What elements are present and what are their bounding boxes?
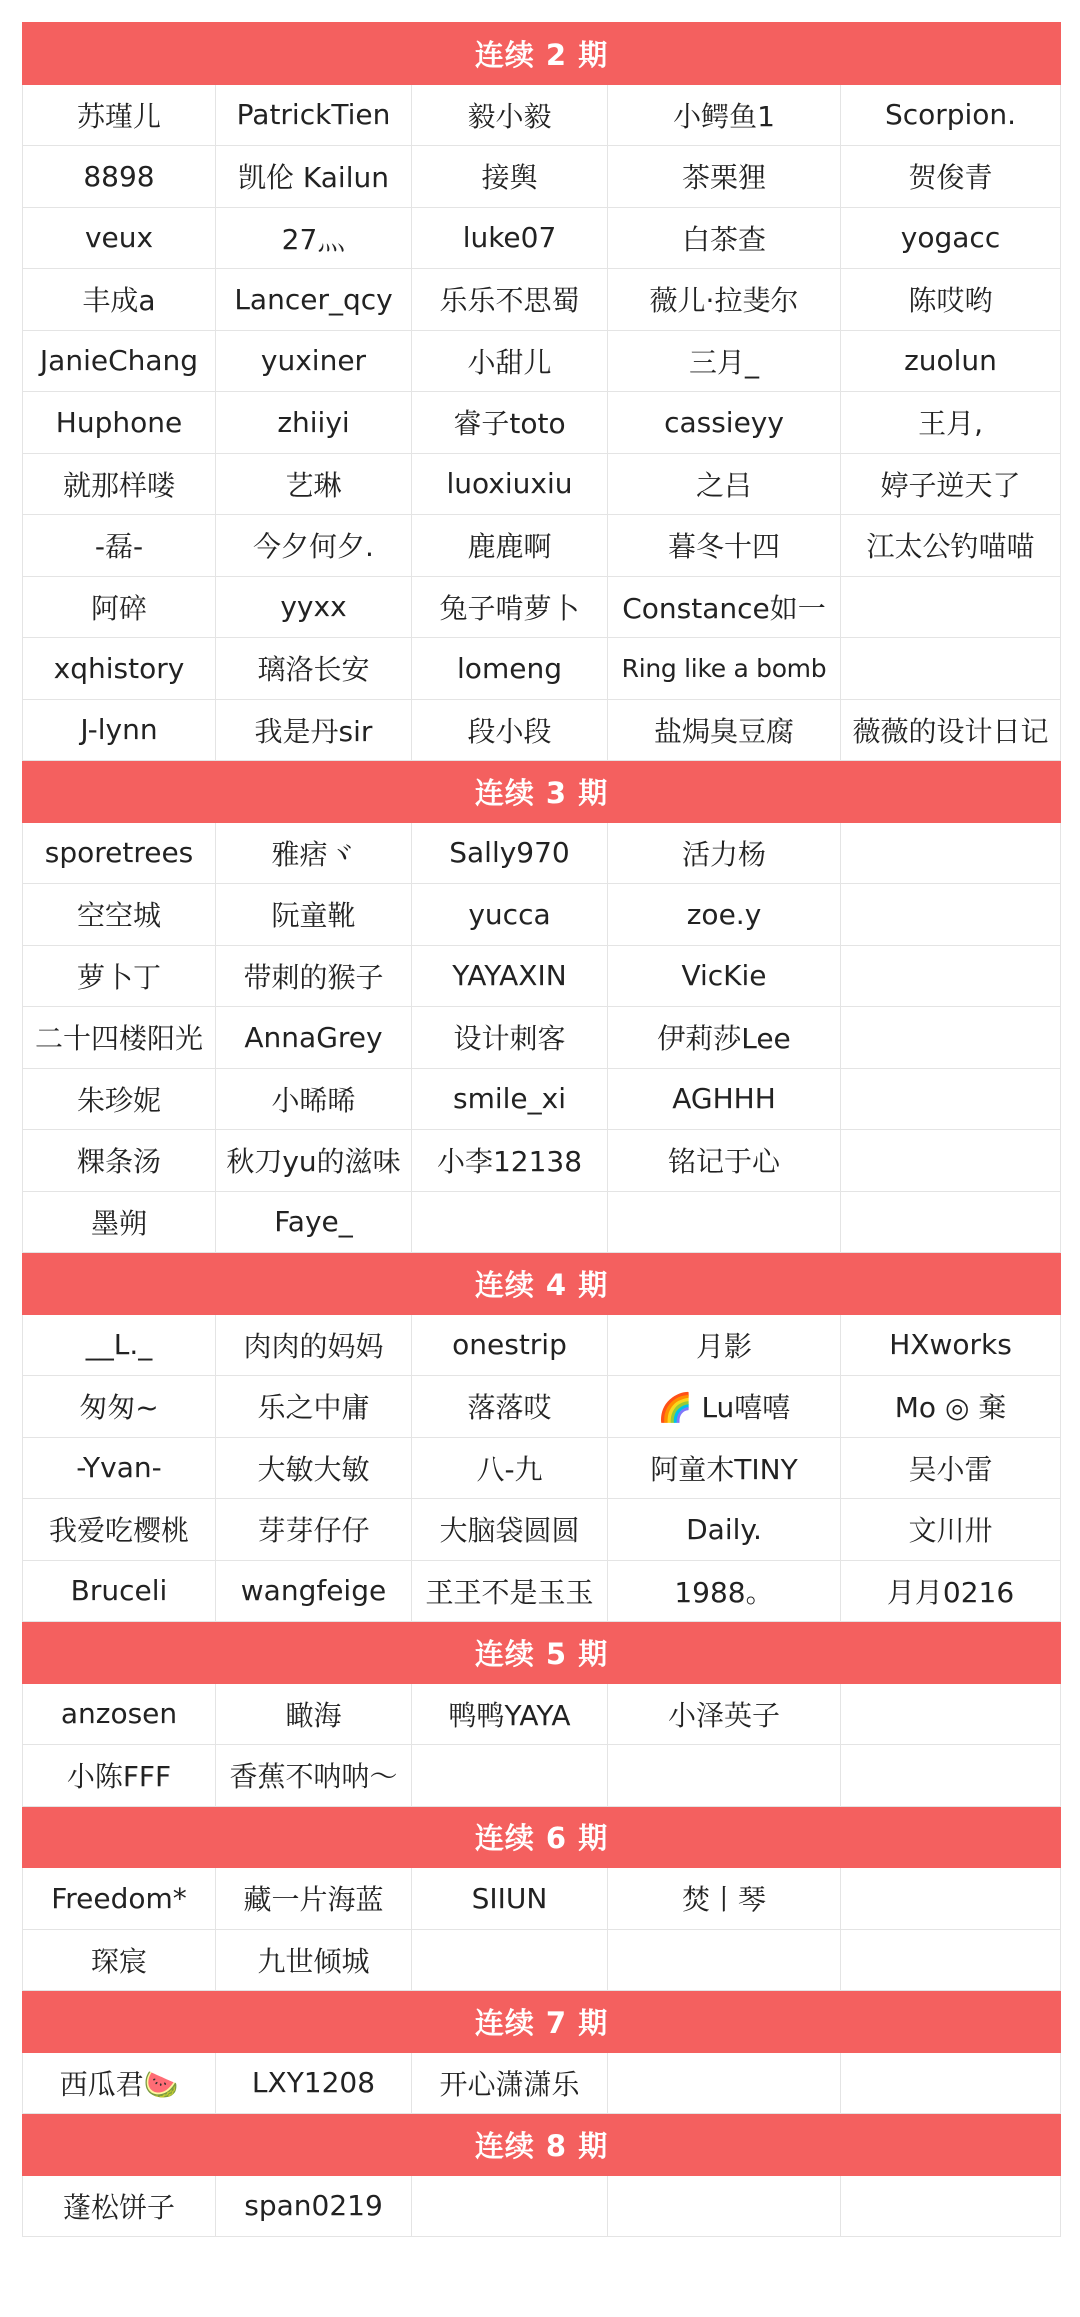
empty-cell — [841, 1191, 1061, 1253]
member-name-cell: 鸭鸭YAYA — [412, 1683, 608, 1745]
member-name-cell: 今夕何夕. — [216, 515, 412, 577]
empty-cell — [841, 884, 1061, 946]
member-row — [23, 576, 1061, 638]
member-name-cell: 匆匆~ — [23, 1376, 216, 1438]
member-name-cell: -Yvan- — [23, 1437, 216, 1499]
member-name-cell: VicKie — [608, 945, 841, 1007]
member-name-cell: 睿子toto — [412, 392, 608, 454]
empty-cell — [412, 1929, 608, 1991]
empty-cell — [841, 2052, 1061, 2114]
member-name-cell: 小甜儿 — [412, 330, 608, 392]
member-name-cell: 就那样喽 — [23, 453, 216, 515]
member-name-cell: 焚丨琴 — [608, 1868, 841, 1930]
member-name-cell: wangfeige — [216, 1560, 412, 1622]
member-name-cell: 活力杨 — [608, 822, 841, 884]
empty-cell — [608, 1929, 841, 1991]
empty-cell — [608, 1191, 841, 1253]
member-row — [23, 1560, 1061, 1622]
member-name-cell: 乐乐不思蜀 — [412, 269, 608, 331]
empty-cell — [412, 1191, 608, 1253]
empty-cell — [841, 638, 1061, 700]
member-row — [23, 392, 1061, 454]
member-name-cell: 粿条汤 — [23, 1130, 216, 1192]
member-name-cell: Freedom* — [23, 1868, 216, 1930]
member-name-cell: SIIUN — [412, 1868, 608, 1930]
member-row — [23, 1868, 1061, 1930]
section-title: 连续 8 期 — [23, 2114, 1061, 2176]
member-row — [23, 1499, 1061, 1561]
member-row — [23, 1007, 1061, 1069]
member-name-cell: luoxiuxiu — [412, 453, 608, 515]
member-name-cell: 阿童木TINY — [608, 1437, 841, 1499]
member-name-cell: 藏一片海蓝 — [216, 1868, 412, 1930]
member-name-cell: 🌈 Lu嘻嘻 — [608, 1376, 841, 1438]
member-name-cell: AnnaGrey — [216, 1007, 412, 1069]
member-name-cell: 暮冬十四 — [608, 515, 841, 577]
member-name-cell: 段小段 — [412, 699, 608, 761]
member-name-cell: J-lynn — [23, 699, 216, 761]
member-name-cell: YAYAXIN — [412, 945, 608, 1007]
member-name-cell: 薇儿·拉斐尔 — [608, 269, 841, 331]
member-name-cell: yuxiner — [216, 330, 412, 392]
member-name-cell: 阿碎 — [23, 576, 216, 638]
member-name-cell: 璃洛长安 — [216, 638, 412, 700]
member-name-cell: onestrip — [412, 1314, 608, 1376]
member-row — [23, 1314, 1061, 1376]
member-name-cell: 带刺的猴子 — [216, 945, 412, 1007]
section-title: 连续 7 期 — [23, 1991, 1061, 2053]
member-name-cell: 我是丹sir — [216, 699, 412, 761]
empty-cell — [841, 822, 1061, 884]
member-name-cell: Daily. — [608, 1499, 841, 1561]
member-name-cell: 秋刀yu的滋味 — [216, 1130, 412, 1192]
section-title: 连续 4 期 — [23, 1253, 1061, 1315]
member-name-cell: 乐之中庸 — [216, 1376, 412, 1438]
member-row — [23, 699, 1061, 761]
streak-members-table-body — [23, 23, 1061, 2237]
member-name-cell: 九世倾城 — [216, 1929, 412, 1991]
member-name-cell: 小陈FFF — [23, 1745, 216, 1807]
member-name-cell: 玊玊不是玉玉 — [412, 1560, 608, 1622]
member-name-cell: 文川卅 — [841, 1499, 1061, 1561]
member-name-cell: 伊莉莎Lee — [608, 1007, 841, 1069]
member-name-cell: 鹿鹿啊 — [412, 515, 608, 577]
member-name-cell: 毅小毅 — [412, 84, 608, 146]
empty-cell — [841, 1007, 1061, 1069]
member-name-cell: 西瓜君🍉 — [23, 2052, 216, 2114]
member-row — [23, 1068, 1061, 1130]
member-row — [23, 84, 1061, 146]
member-name-cell: Bruceli — [23, 1560, 216, 1622]
empty-cell — [841, 1130, 1061, 1192]
member-name-cell: 陈哎哟 — [841, 269, 1061, 331]
member-name-cell: 雅痞ヾ — [216, 822, 412, 884]
section-title: 连续 6 期 — [23, 1806, 1061, 1868]
member-name-cell: 薇薇的设计日记 — [841, 699, 1061, 761]
member-name-cell: 空空城 — [23, 884, 216, 946]
member-name-cell: 瞰海 — [216, 1683, 412, 1745]
member-name-cell: 大脑袋圆圆 — [412, 1499, 608, 1561]
member-row — [23, 207, 1061, 269]
member-name-cell: zhiiyi — [216, 392, 412, 454]
member-name-cell: 小晞晞 — [216, 1068, 412, 1130]
member-name-cell: Mo ◎ 棄 — [841, 1376, 1061, 1438]
member-name-cell: cassieyy — [608, 392, 841, 454]
member-row — [23, 515, 1061, 577]
empty-cell — [841, 2175, 1061, 2237]
section-header-row — [23, 1806, 1061, 1868]
member-name-cell: LXY1208 — [216, 2052, 412, 2114]
section-title: 连续 3 期 — [23, 761, 1061, 823]
member-name-cell: smile_xi — [412, 1068, 608, 1130]
member-name-cell: JanieChang — [23, 330, 216, 392]
member-name-cell: 之吕 — [608, 453, 841, 515]
section-header-row — [23, 2114, 1061, 2176]
empty-cell — [412, 1745, 608, 1807]
member-name-cell: 苏瑾儿 — [23, 84, 216, 146]
member-name-cell: 设计刺客 — [412, 1007, 608, 1069]
member-name-cell: AGHHH — [608, 1068, 841, 1130]
section-title: 连续 5 期 — [23, 1622, 1061, 1684]
member-name-cell: 丰成a — [23, 269, 216, 331]
member-name-cell: sporetrees — [23, 822, 216, 884]
section-header-row — [23, 1253, 1061, 1315]
member-name-cell: 小泽英子 — [608, 1683, 841, 1745]
member-name-cell: anzosen — [23, 1683, 216, 1745]
member-row — [23, 2175, 1061, 2237]
member-row — [23, 1130, 1061, 1192]
member-row — [23, 822, 1061, 884]
member-name-cell: 朱珍妮 — [23, 1068, 216, 1130]
member-name-cell: 兔子啃萝卜 — [412, 576, 608, 638]
empty-cell — [412, 2175, 608, 2237]
member-name-cell: 艺琳 — [216, 453, 412, 515]
member-name-cell: zoe.y — [608, 884, 841, 946]
member-row — [23, 1376, 1061, 1438]
member-name-cell: 落落哎 — [412, 1376, 608, 1438]
member-name-cell: 小李12138 — [412, 1130, 608, 1192]
member-row — [23, 638, 1061, 700]
member-name-cell: zuolun — [841, 330, 1061, 392]
member-row — [23, 1745, 1061, 1807]
member-name-cell: 萝卜丁 — [23, 945, 216, 1007]
member-name-cell: HXworks — [841, 1314, 1061, 1376]
member-name-cell: 江太公钓喵喵 — [841, 515, 1061, 577]
member-row — [23, 1683, 1061, 1745]
member-name-cell: yucca — [412, 884, 608, 946]
member-row — [23, 146, 1061, 208]
streak-members-table — [22, 22, 1061, 2237]
member-name-cell: 27灬 — [216, 207, 412, 269]
empty-cell — [841, 576, 1061, 638]
member-name-cell: Sally970 — [412, 822, 608, 884]
empty-cell — [841, 1683, 1061, 1745]
member-name-cell: __L._ — [23, 1314, 216, 1376]
empty-cell — [608, 1745, 841, 1807]
member-name-cell: 芽芽仔仔 — [216, 1499, 412, 1561]
member-name-cell: 吴小雷 — [841, 1437, 1061, 1499]
member-name-cell: 白茶查 — [608, 207, 841, 269]
member-name-cell: 大敏大敏 — [216, 1437, 412, 1499]
member-name-cell: veux — [23, 207, 216, 269]
member-name-cell: yogacc — [841, 207, 1061, 269]
member-name-cell: 接舆 — [412, 146, 608, 208]
member-name-cell: Lancer_qcy — [216, 269, 412, 331]
member-name-cell: 8898 — [23, 146, 216, 208]
member-name-cell: 开心潇潇乐 — [412, 2052, 608, 2114]
empty-cell — [841, 1868, 1061, 1930]
member-name-cell: 二十四楼阳光 — [23, 1007, 216, 1069]
member-name-cell: Huphone — [23, 392, 216, 454]
member-name-cell: 我爱吃樱桃 — [23, 1499, 216, 1561]
empty-cell — [841, 945, 1061, 1007]
empty-cell — [608, 2175, 841, 2237]
member-name-cell: 肉肉的妈妈 — [216, 1314, 412, 1376]
member-row — [23, 1929, 1061, 1991]
member-name-cell: 墨朔 — [23, 1191, 216, 1253]
section-header-row — [23, 23, 1061, 85]
member-name-cell: Ring like a bomb — [608, 638, 841, 700]
member-name-cell: 琛宸 — [23, 1929, 216, 1991]
member-row — [23, 453, 1061, 515]
section-header-row — [23, 761, 1061, 823]
member-name-cell: 月影 — [608, 1314, 841, 1376]
member-name-cell: 铭记于心 — [608, 1130, 841, 1192]
member-name-cell: 香蕉不呐呐～ — [216, 1745, 412, 1807]
section-header-row — [23, 1991, 1061, 2053]
member-name-cell: 王月, — [841, 392, 1061, 454]
member-name-cell: Constance如一 — [608, 576, 841, 638]
member-row — [23, 884, 1061, 946]
member-name-cell: 1988。 — [608, 1560, 841, 1622]
empty-cell — [841, 1929, 1061, 1991]
member-name-cell: 盐焗臭豆腐 — [608, 699, 841, 761]
member-name-cell: Faye_ — [216, 1191, 412, 1253]
member-name-cell: 小鳄鱼1 — [608, 84, 841, 146]
empty-cell — [841, 1068, 1061, 1130]
member-name-cell: 婷子逆天了 — [841, 453, 1061, 515]
member-name-cell: 凯伦 Kailun — [216, 146, 412, 208]
member-name-cell: 贺俊青 — [841, 146, 1061, 208]
member-name-cell: 蓬松饼子 — [23, 2175, 216, 2237]
member-name-cell: luke07 — [412, 207, 608, 269]
section-header-row — [23, 1622, 1061, 1684]
member-name-cell: span0219 — [216, 2175, 412, 2237]
member-name-cell: Scorpion. — [841, 84, 1061, 146]
member-name-cell: 阮童靴 — [216, 884, 412, 946]
member-row — [23, 1437, 1061, 1499]
member-name-cell: 三月_ — [608, 330, 841, 392]
member-name-cell: yyxx — [216, 576, 412, 638]
member-row — [23, 1191, 1061, 1253]
member-row — [23, 269, 1061, 331]
empty-cell — [841, 1745, 1061, 1807]
section-title: 连续 2 期 — [23, 23, 1061, 85]
member-name-cell: PatrickTien — [216, 84, 412, 146]
empty-cell — [608, 2052, 841, 2114]
member-name-cell: xqhistory — [23, 638, 216, 700]
member-name-cell: 茶栗狸 — [608, 146, 841, 208]
member-name-cell: lomeng — [412, 638, 608, 700]
member-name-cell: 八-九 — [412, 1437, 608, 1499]
member-row — [23, 2052, 1061, 2114]
member-row — [23, 945, 1061, 1007]
member-name-cell: -磊- — [23, 515, 216, 577]
member-row — [23, 330, 1061, 392]
member-name-cell: 月月0216 — [841, 1560, 1061, 1622]
